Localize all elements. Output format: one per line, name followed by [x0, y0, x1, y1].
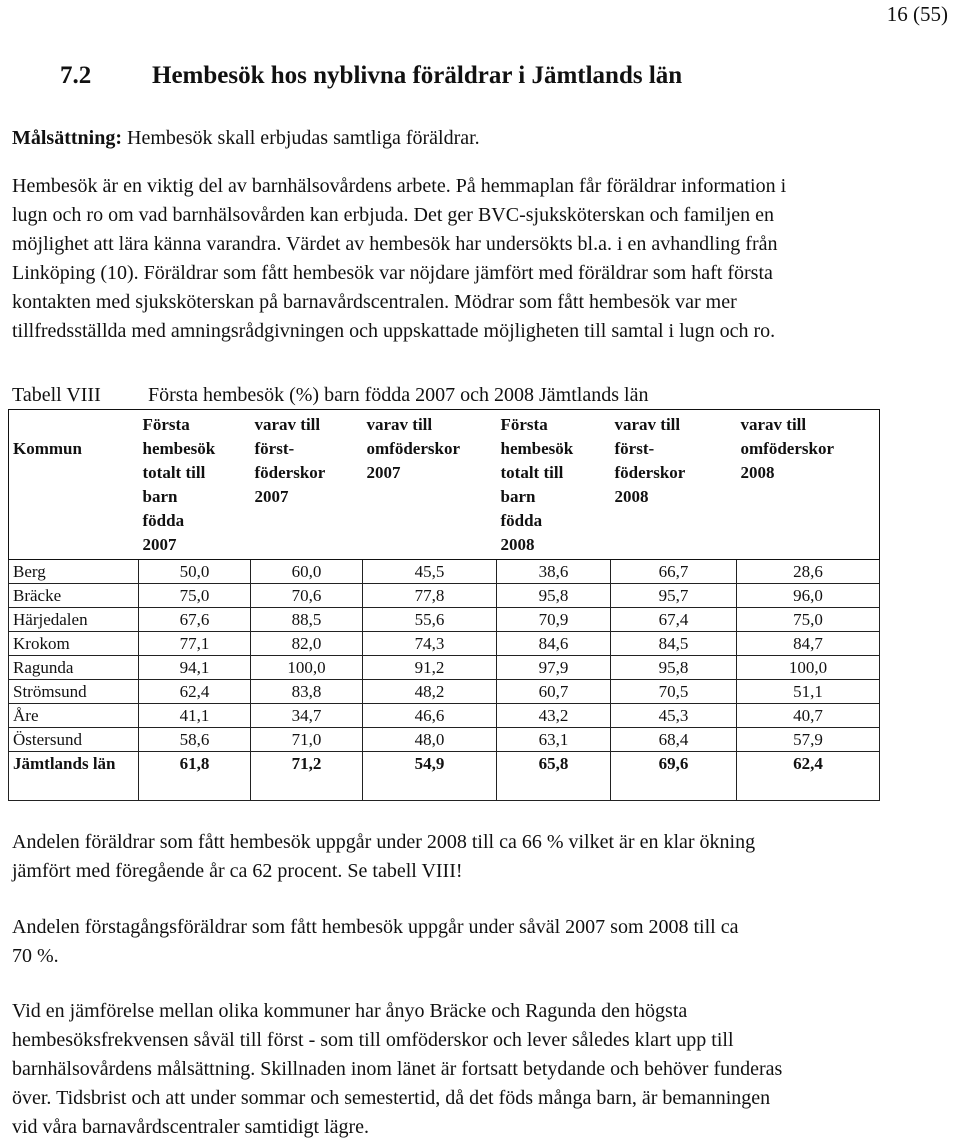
section-number: 7.2: [60, 62, 92, 89]
value-cell: 84,5: [611, 632, 737, 656]
value-cell: 74,3: [363, 632, 497, 656]
text-line: möjlighet att lära känna varandra. Värdet av hembesök har undersökts bl.a. i en avhandling från: [12, 233, 778, 255]
value-cell: 91,2: [363, 656, 497, 680]
value-cell: 60,7: [497, 680, 611, 704]
table-row: [9, 584, 880, 608]
value-cell: 63,1: [497, 728, 611, 752]
text-line: lugn och ro om vad barnhälsovården kan erbjuda. Det ger BVC-sjuksköterskan och familjen en: [12, 204, 775, 226]
value-cell: 43,2: [497, 704, 611, 728]
text-line: kontakten med sjuksköterskan på barnavårdscentralen. Mödrar som fått hembesök var mer: [12, 291, 737, 313]
value-cell: 38,6: [497, 560, 611, 584]
summary-paragraph: [12, 828, 755, 886]
value-cell: 60,0: [251, 560, 363, 584]
value-cell: 82,0: [251, 632, 363, 656]
value-cell: 48,2: [363, 680, 497, 704]
value-cell: 46,6: [363, 704, 497, 728]
value-cell: 40,7: [737, 704, 880, 728]
table-caption: [12, 384, 648, 407]
total-value-cell: 54,9: [363, 752, 497, 801]
total-value-cell: 69,6: [611, 752, 737, 801]
text-line: hembesöksfrekvensen såväl till först - som till omföderskor och lever således klart upp till: [12, 1029, 734, 1051]
value-cell: 45,3: [611, 704, 737, 728]
table-header-row: [9, 410, 880, 560]
value-cell: 50,0: [139, 560, 251, 584]
value-cell: 48,0: [363, 728, 497, 752]
table-row: [9, 608, 880, 632]
intro-paragraph: [12, 172, 786, 346]
kommun-cell: Östersund: [9, 728, 139, 752]
kommun-cell: Berg: [9, 560, 139, 584]
value-cell: 83,8: [251, 680, 363, 704]
value-cell: 84,6: [497, 632, 611, 656]
table-row: [9, 632, 880, 656]
goal-text: Hembesök skall erbjudas samtliga föräldrar.: [122, 127, 480, 149]
value-cell: 34,7: [251, 704, 363, 728]
home-visit-table: [8, 409, 880, 801]
value-cell: 28,6: [737, 560, 880, 584]
section-title: Hembesök hos nyblivna föräldrar i Jämtlands län: [152, 62, 683, 89]
total-value-cell: 61,8: [139, 752, 251, 801]
table-row: [9, 728, 880, 752]
value-cell: 66,7: [611, 560, 737, 584]
first-time-paragraph: [12, 913, 738, 971]
text-line: Vid en jämförelse mellan olika kommuner har ånyo Bräcke och Ragunda den högsta: [12, 1000, 688, 1022]
header-total-2008: Första hembesök totalt till barn födda 2008: [497, 410, 611, 560]
value-cell: 96,0: [737, 584, 880, 608]
kommun-cell: Strömsund: [9, 680, 139, 704]
value-cell: 41,1: [139, 704, 251, 728]
kommun-cell: Åre: [9, 704, 139, 728]
value-cell: 95,8: [497, 584, 611, 608]
total-value-cell: 71,2: [251, 752, 363, 801]
text-line: Andelen föräldrar som fått hembesök uppgår under 2008 till ca 66 % vilket är en klar ökning: [12, 831, 756, 853]
value-cell: 100,0: [251, 656, 363, 680]
value-cell: 94,1: [139, 656, 251, 680]
table-row: [9, 656, 880, 680]
value-cell: 70,6: [251, 584, 363, 608]
value-cell: 71,0: [251, 728, 363, 752]
value-cell: 95,7: [611, 584, 737, 608]
total-value-cell: 65,8: [497, 752, 611, 801]
value-cell: 67,4: [611, 608, 737, 632]
text-line: jämfört med föregående år ca 62 procent. Se tabell VIII!: [12, 860, 463, 882]
table-title: Första hembesök (%) barn födda 2007 och 2008 Jämtlands län: [148, 384, 649, 406]
value-cell: 70,9: [497, 608, 611, 632]
value-cell: 51,1: [737, 680, 880, 704]
value-cell: 58,6: [139, 728, 251, 752]
value-cell: 75,0: [737, 608, 880, 632]
goal-statement: [12, 127, 480, 150]
value-cell: 88,5: [251, 608, 363, 632]
text-line: tillfredsställda med amningsrådgivningen och uppskattade möjligheten till samtal i lugn och ro.: [12, 320, 776, 342]
text-line: 70 %.: [12, 945, 59, 967]
total-value-cell: 62,4: [737, 752, 880, 801]
text-line: barnhälsovårdens målsättning. Skillnaden inom länet är fortsatt betydande och behöver funderas: [12, 1058, 783, 1080]
header-total-2007: Första hembesök totalt till barn födda 2007: [139, 410, 251, 560]
table-row: [9, 704, 880, 728]
text-line: Hembesök är en viktig del av barnhälsovårdens arbete. På hemmaplan får föräldrar information i: [12, 175, 787, 197]
value-cell: 84,7: [737, 632, 880, 656]
text-line: Linköping (10). Föräldrar som fått hembesök var nöjdare jämfört med föräldrar som haft första: [12, 262, 773, 284]
value-cell: 45,5: [363, 560, 497, 584]
kommun-cell: Ragunda: [9, 656, 139, 680]
text-line: Andelen förstagångsföräldrar som fått hembesök uppgår under såväl 2007 som 2008 till ca: [12, 916, 739, 938]
header-first-2008: varav till först- föderskor 2008: [611, 410, 737, 560]
value-cell: 67,6: [139, 608, 251, 632]
value-cell: 95,8: [611, 656, 737, 680]
table-row: [9, 560, 880, 584]
value-cell: 57,9: [737, 728, 880, 752]
value-cell: 70,5: [611, 680, 737, 704]
value-cell: 77,8: [363, 584, 497, 608]
value-cell: 68,4: [611, 728, 737, 752]
kommun-cell: Krokom: [9, 632, 139, 656]
text-line: över. Tidsbrist och att under sommar och semestertid, då det föds många barn, är bemanningen: [12, 1087, 771, 1109]
table-total-row: [9, 752, 880, 801]
kommun-cell: Bräcke: [9, 584, 139, 608]
header-kommun: Kommun: [9, 410, 139, 560]
header-multi-2007: varav till omföderskor 2007: [363, 410, 497, 560]
header-first-2007: varav till först- föderskor 2007: [251, 410, 363, 560]
value-cell: 62,4: [139, 680, 251, 704]
kommun-cell: Härjedalen: [9, 608, 139, 632]
page-number: 16 (55): [886, 2, 948, 26]
goal-label: Målsättning:: [12, 127, 122, 149]
table-label: Tabell VIII: [12, 384, 101, 406]
section-heading: [60, 62, 682, 90]
text-line: vid våra barnavårdscentraler samtidigt lägre.: [12, 1116, 370, 1138]
total-kommun-cell: Jämtlands län: [9, 752, 139, 801]
value-cell: 77,1: [139, 632, 251, 656]
header-multi-2008: varav till omföderskor 2008: [737, 410, 880, 560]
value-cell: 97,9: [497, 656, 611, 680]
value-cell: 55,6: [363, 608, 497, 632]
value-cell: 100,0: [737, 656, 880, 680]
comparison-paragraph: [12, 997, 782, 1142]
table-row: [9, 680, 880, 704]
value-cell: 75,0: [139, 584, 251, 608]
